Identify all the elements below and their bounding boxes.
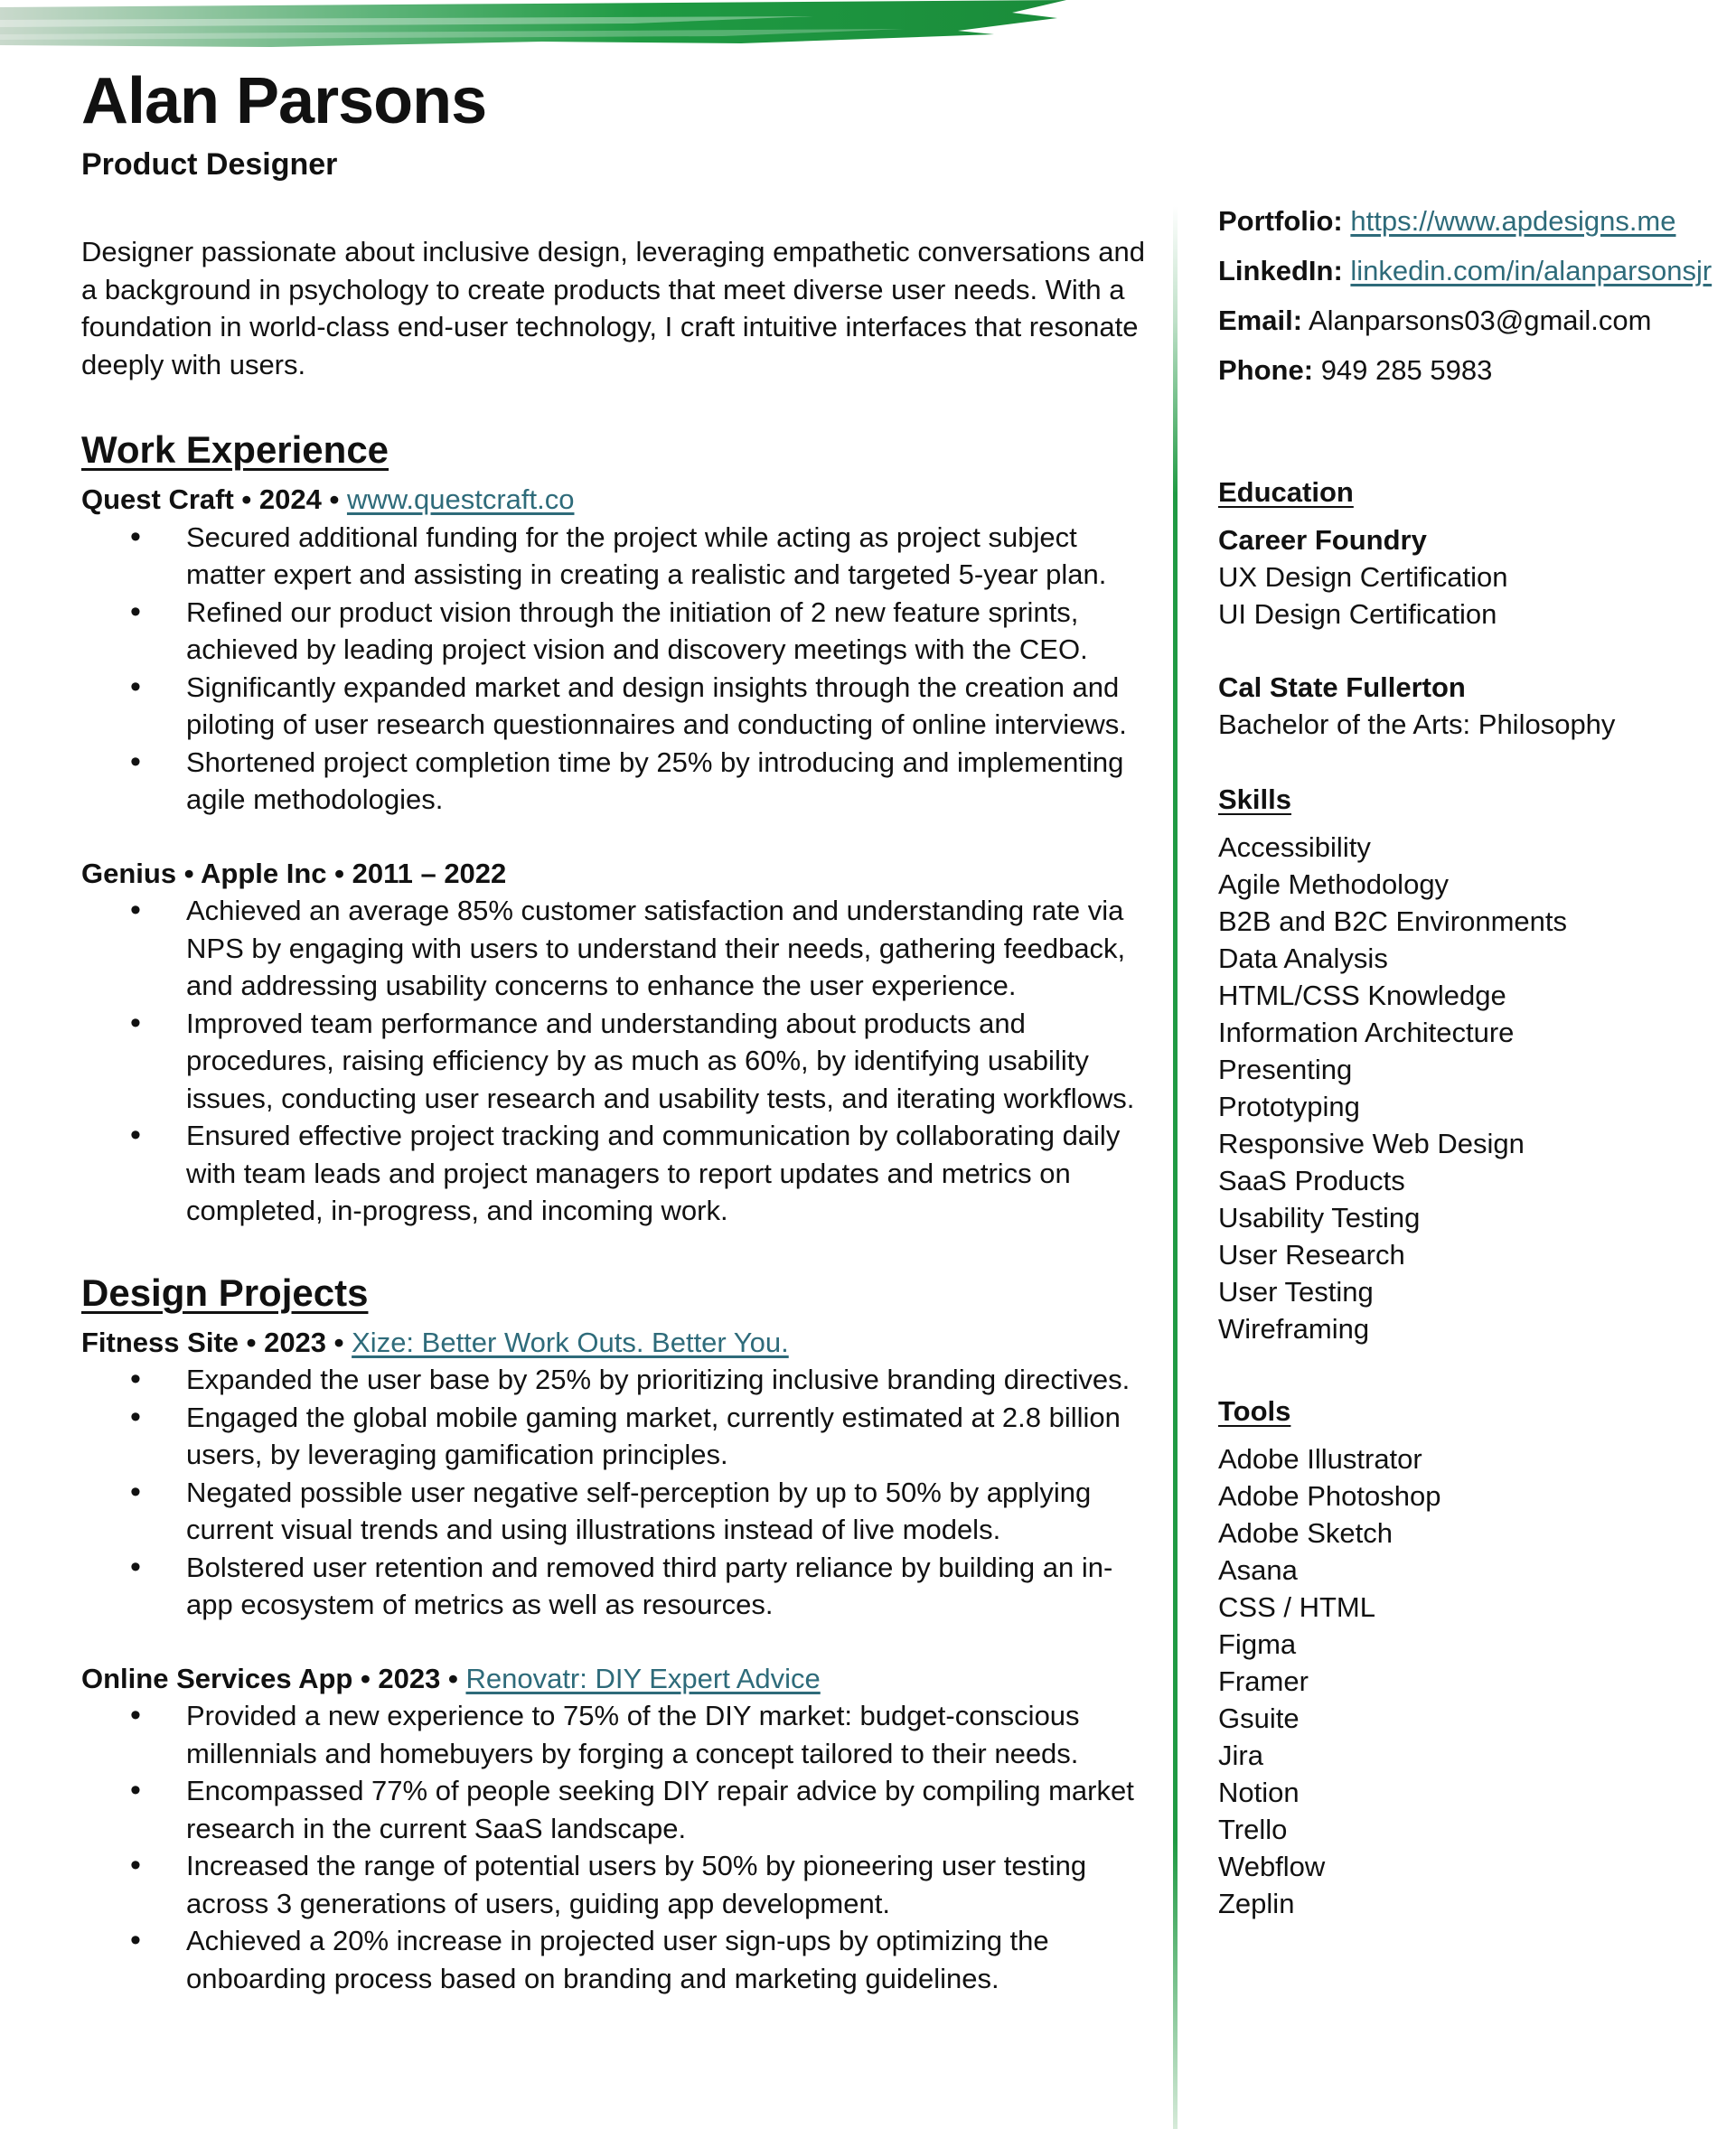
project-entry [81, 1324, 1148, 1624]
tool-item: Webflow [1218, 1851, 1326, 1882]
work-bullet: • Achieved an average 85% customer satisfaction and understanding rate via NPS by engaging with users to understand their needs, gathering feedback, and addressing usability concerns to enhance the user experience. [81, 892, 1148, 1005]
tool-item: Notion [1218, 1777, 1300, 1808]
skill-item: HTML/CSS Knowledge [1218, 980, 1506, 1011]
work-entry [81, 481, 1148, 819]
education-item [1218, 669, 1724, 743]
skill-item: B2B and B2C Environments [1218, 905, 1567, 937]
tools-list [1218, 1440, 1724, 1922]
project-bullet-list [81, 1361, 1148, 1624]
sidebar-column [1218, 202, 1724, 1922]
candidate-role: Product Designer [81, 147, 338, 182]
work-entry-heading-text: Quest Craft • 2024 • [81, 483, 347, 515]
candidate-name: Alan Parsons [81, 65, 487, 137]
phone-label: Phone: [1218, 354, 1314, 386]
tool-item: Zeplin [1218, 1888, 1295, 1919]
skill-item: Information Architecture [1218, 1017, 1515, 1048]
tool-item: CSS / HTML [1218, 1591, 1375, 1623]
contact-portfolio [1218, 202, 1724, 239]
skill-item: User Testing [1218, 1276, 1374, 1308]
portfolio-label: Portfolio: [1218, 205, 1343, 237]
education-section [1218, 474, 1724, 743]
education-detail: UX Design Certification [1218, 561, 1508, 593]
summary-paragraph: Designer passionate about inclusive design, leveraging empathetic conversations and a background in psychology to create products that meet diverse user needs. With a foundation in world-class end-user technology, I craft intuitive interfaces that resonate deeply with users. [81, 236, 1146, 380]
skills-title: Skills [1218, 783, 1291, 815]
project-bullet: • Increased the range of potential users by 50% by pioneering user testing across 3 generations of users, guiding app development. [81, 1847, 1148, 1922]
work-bullet: • Refined our product vision through the initiation of 2 new feature sprints, achieved by leading project vision and discovery meetings with the CEO. [81, 594, 1148, 669]
tool-item: Gsuite [1218, 1702, 1300, 1734]
email-label: Email: [1218, 305, 1303, 336]
skill-item: Wireframing [1218, 1313, 1370, 1345]
work-entry-heading [81, 855, 1148, 893]
work-entry-heading-text: Genius • Apple Inc • 2011 – 2022 [81, 857, 507, 889]
project-bullet: • Expanded the user base by 25% by prioritizing inclusive branding directives. [81, 1361, 1148, 1399]
work-bullet: • Shortened project completion time by 25% by introducing and implementing agile methodologies. [81, 744, 1148, 819]
work-experience-title: Work Experience [81, 428, 389, 471]
education-detail: Bachelor of the Arts: Philosophy [1218, 708, 1616, 740]
project-bullet: • Provided a new experience to 75% of the DIY market: budget-conscious millennials and homebuyers by forging a concept tailored to their needs. [81, 1697, 1148, 1772]
tool-item: Figma [1218, 1628, 1297, 1660]
skill-item: Agile Methodology [1218, 868, 1450, 900]
skills-list [1218, 829, 1724, 1347]
skill-item: SaaS Products [1218, 1165, 1405, 1196]
header-brush-stroke [0, 0, 1066, 54]
tool-item: Adobe Illustrator [1218, 1443, 1422, 1475]
tools-section [1218, 1393, 1724, 1922]
contact-linkedin [1218, 252, 1724, 289]
skills-section [1218, 781, 1724, 1347]
education-school: Cal State Fullerton [1218, 671, 1466, 703]
questcraft-link[interactable]: www.questcraft.co [346, 483, 575, 515]
contact-email [1218, 302, 1724, 339]
linkedin-label: LinkedIn: [1218, 255, 1343, 286]
tool-item: Jira [1218, 1740, 1263, 1771]
tool-item: Adobe Photoshop [1218, 1480, 1441, 1512]
work-bullet: • Improved team performance and understanding about products and procedures, raising efficiency by as much as 60%, by identifying usability issues, conducting user research and usability tests, and iterating workflows. [81, 1005, 1148, 1118]
project-bullet-list [81, 1697, 1148, 1997]
contact-phone [1218, 352, 1724, 389]
email-value: Alanparsons03@gmail.com [1308, 305, 1652, 336]
phone-value: 949 285 5983 [1320, 354, 1493, 386]
tool-item: Trello [1218, 1814, 1288, 1845]
project-bullet: • Encompassed 77% of people seeking DIY repair advice by compiling market research in the current SaaS landscape. [81, 1772, 1148, 1847]
tool-item: Framer [1218, 1665, 1309, 1697]
main-column [81, 233, 1148, 2033]
design-projects-title: Design Projects [81, 1271, 369, 1314]
skill-item: Prototyping [1218, 1091, 1360, 1122]
work-bullet-list [81, 519, 1148, 819]
project-entry [81, 1660, 1148, 1998]
column-divider [1171, 206, 1180, 2129]
project-bullet: • Negated possible user negative self-perception by up to 50% by applying current visual trends and using illustrations instead of live models. [81, 1474, 1148, 1549]
skill-item: Responsive Web Design [1218, 1128, 1525, 1159]
work-bullet: • Secured additional funding for the project while acting as project subject matter expert and assisting in creating a realistic and targeted 5-year plan. [81, 519, 1148, 594]
skill-item: Data Analysis [1218, 943, 1388, 974]
linkedin-link[interactable]: linkedin.com/in/alanparsonsjr [1350, 255, 1713, 286]
tools-title: Tools [1218, 1395, 1291, 1427]
project-bullet: • Engaged the global mobile gaming market, currently estimated at 2.8 billion users, by leveraging gamification principles. [81, 1399, 1148, 1474]
work-bullet: • Significantly expanded market and design insights through the creation and piloting of user research questionnaires and conducting of online interviews. [81, 669, 1148, 744]
education-school: Career Foundry [1218, 524, 1427, 556]
skill-item: Presenting [1218, 1054, 1353, 1085]
project-entry-heading [81, 1660, 1148, 1698]
education-detail: UI Design Certification [1218, 598, 1497, 630]
skill-item: User Research [1218, 1239, 1405, 1271]
project-entry-heading [81, 1324, 1148, 1362]
project-bullet: • Bolstered user retention and removed third party reliance by building an in-app ecosystem of metrics as well as resources. [81, 1549, 1148, 1624]
project-entry-heading-text: Online Services App • 2023 • [81, 1662, 466, 1694]
work-entry [81, 855, 1148, 1230]
education-title: Education [1218, 476, 1354, 508]
education-item [1218, 521, 1724, 633]
project-bullet: • Achieved a 20% increase in projected user sign-ups by optimizing the onboarding process based on branding and marketing guidelines. [81, 1922, 1148, 1997]
xize-link[interactable]: Xize: Better Work Outs. Better You. [352, 1326, 789, 1358]
work-entry-heading [81, 481, 1148, 519]
project-entry-heading-text: Fitness Site • 2023 • [81, 1326, 352, 1358]
work-bullet-list [81, 892, 1148, 1230]
work-bullet: • Ensured effective project tracking and communication by collaborating daily with team leads and project managers to report updates and metrics on completed, in-progress, and incoming work. [81, 1117, 1148, 1230]
renovatr-link[interactable]: Renovatr: DIY Expert Advice [465, 1662, 821, 1694]
skill-item: Accessibility [1218, 831, 1371, 863]
tool-item: Adobe Sketch [1218, 1517, 1393, 1549]
portfolio-link[interactable]: https://www.apdesigns.me [1350, 205, 1676, 237]
tool-item: Asana [1218, 1554, 1298, 1586]
skill-item: Usability Testing [1218, 1202, 1421, 1233]
